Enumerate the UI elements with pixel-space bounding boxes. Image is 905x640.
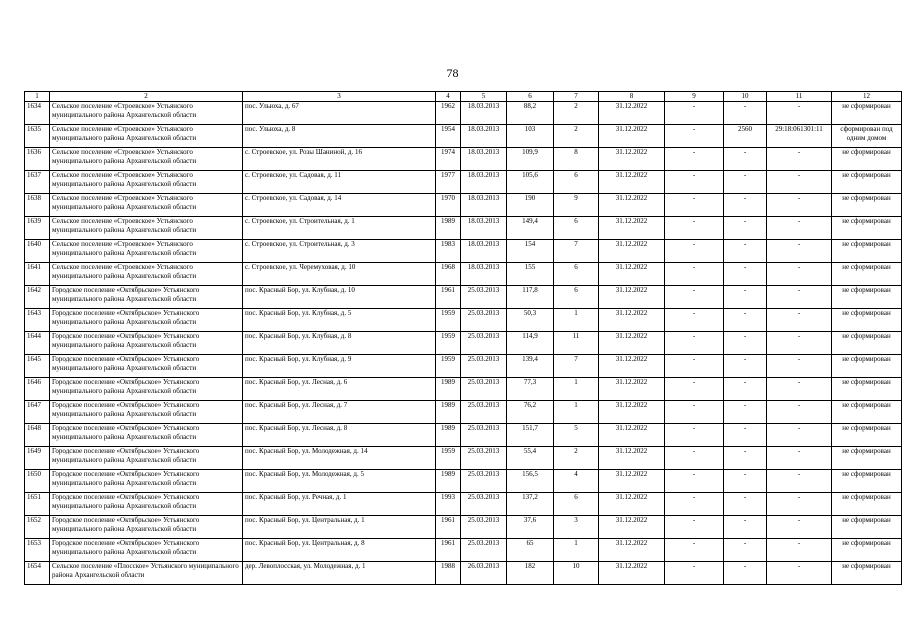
land-plot-status-cell: не сформирован: [832, 424, 902, 447]
column-number: 11: [767, 92, 832, 102]
row-number: 1651: [25, 493, 50, 516]
resettlement-deadline-cell: 31.12.2022: [599, 286, 665, 309]
address-cell: пос. Ульюха, д. 67: [243, 102, 436, 125]
table-row: [25, 562, 902, 585]
residents-cell: 1: [554, 309, 599, 332]
column-9-cell: -: [665, 378, 724, 401]
table-row: [25, 493, 902, 516]
recognition-date-cell: 25.03.2013: [461, 516, 507, 539]
municipality-cell: Сельское поселение «Строевское» Устьянского муниципального района Архангельской области: [50, 171, 243, 194]
column-10-cell: -: [724, 470, 767, 493]
municipality-cell: Сельское поселение «Строевское» Устьянского муниципального района Архангельской области: [50, 217, 243, 240]
address-cell: пос. Красный Бор, ул. Молодежная, д. 5: [243, 470, 436, 493]
resettlement-deadline-cell: 31.12.2022: [599, 194, 665, 217]
residents-cell: 3: [554, 516, 599, 539]
address-cell: пос. Красный Бор, ул. Клубная, д. 9: [243, 355, 436, 378]
row-number: 1648: [25, 424, 50, 447]
resettlement-deadline-cell: 31.12.2022: [599, 539, 665, 562]
resettlement-deadline-cell: 31.12.2022: [599, 401, 665, 424]
area-cell: 139,4: [507, 355, 554, 378]
residents-cell: 6: [554, 493, 599, 516]
resettlement-deadline-cell: 31.12.2022: [599, 562, 665, 585]
municipality-cell: Городское поселение «Октябрьское» Устьянского муниципального района Архангельской области: [50, 539, 243, 562]
municipality-cell: Сельское поселение «Строевское» Устьянского муниципального района Архангельской области: [50, 240, 243, 263]
column-9-cell: -: [665, 194, 724, 217]
recognition-date-cell: 25.03.2013: [461, 378, 507, 401]
land-plot-status-cell: не сформирован: [832, 171, 902, 194]
resettlement-deadline-cell: 31.12.2022: [599, 470, 665, 493]
column-11-cell: -: [767, 493, 832, 516]
residents-cell: 2: [554, 447, 599, 470]
column-11-cell: 29:18:061301:11: [767, 125, 832, 148]
column-10-cell: 2560: [724, 125, 767, 148]
address-cell: с. Строевское, ул. Черемуховая, д. 10: [243, 263, 436, 286]
row-number: 1640: [25, 240, 50, 263]
column-10-cell: -: [724, 217, 767, 240]
municipality-cell: Сельское поселение «Строевское» Устьянского муниципального района Архангельской области: [50, 194, 243, 217]
land-plot-status-cell: не сформирован: [832, 401, 902, 424]
column-11-cell: -: [767, 194, 832, 217]
column-11-cell: -: [767, 447, 832, 470]
column-number: 3: [243, 92, 436, 102]
column-10-cell: -: [724, 401, 767, 424]
table-row: [25, 355, 902, 378]
column-10-cell: -: [724, 309, 767, 332]
table-row: [25, 240, 902, 263]
land-plot-status-cell: не сформирован: [832, 240, 902, 263]
area-cell: 77,3: [507, 378, 554, 401]
area-cell: 190: [507, 194, 554, 217]
residents-cell: 2: [554, 125, 599, 148]
land-plot-status-cell: не сформирован: [832, 263, 902, 286]
column-number: 7: [554, 92, 599, 102]
recognition-date-cell: 18.03.2013: [461, 263, 507, 286]
column-10-cell: -: [724, 263, 767, 286]
recognition-date-cell: 18.03.2013: [461, 148, 507, 171]
year-built-cell: 1977: [436, 171, 461, 194]
recognition-date-cell: 18.03.2013: [461, 217, 507, 240]
resettlement-deadline-cell: 31.12.2022: [599, 240, 665, 263]
row-number: 1649: [25, 447, 50, 470]
address-cell: с. Строевское, ул. Садовая, д. 14: [243, 194, 436, 217]
year-built-cell: 1962: [436, 102, 461, 125]
row-number: 1634: [25, 102, 50, 125]
land-plot-status-cell: не сформирован: [832, 539, 902, 562]
column-10-cell: -: [724, 493, 767, 516]
column-10-cell: -: [724, 240, 767, 263]
column-10-cell: -: [724, 286, 767, 309]
municipality-cell: Сельское поселение «Строевское» Устьянского муниципального района Архангельской области: [50, 148, 243, 171]
table-row: [25, 286, 902, 309]
resettlement-deadline-cell: 31.12.2022: [599, 516, 665, 539]
area-cell: 137,2: [507, 493, 554, 516]
column-11-cell: -: [767, 148, 832, 171]
residents-cell: 5: [554, 424, 599, 447]
address-cell: пос. Красный Бор, ул. Речная, д. 1: [243, 493, 436, 516]
municipality-cell: Городское поселение «Октябрьское» Устьянского муниципального района Архангельской области: [50, 355, 243, 378]
area-cell: 50,3: [507, 309, 554, 332]
land-plot-status-cell: сформирован под одним домом: [832, 125, 902, 148]
address-cell: пос. Красный Бор, ул. Центральная, д. 1: [243, 516, 436, 539]
address-cell: дер. Левоплосская, ул. Молодежная, д. 1: [243, 562, 436, 585]
land-plot-status-cell: не сформирован: [832, 470, 902, 493]
address-cell: пос. Красный Бор, ул. Клубная, д. 5: [243, 309, 436, 332]
column-10-cell: -: [724, 562, 767, 585]
residents-cell: 2: [554, 102, 599, 125]
column-number-row: [25, 92, 902, 102]
table-row: [25, 378, 902, 401]
resettlement-deadline-cell: 31.12.2022: [599, 424, 665, 447]
municipality-cell: Городское поселение «Октябрьское» Устьянского муниципального района Архангельской области: [50, 447, 243, 470]
recognition-date-cell: 25.03.2013: [461, 470, 507, 493]
residents-cell: 4: [554, 470, 599, 493]
table-row: [25, 447, 902, 470]
address-cell: пос. Красный Бор, ул. Молодежная, д. 14: [243, 447, 436, 470]
column-9-cell: -: [665, 493, 724, 516]
table-row: [25, 125, 902, 148]
residents-cell: 10: [554, 562, 599, 585]
resettlement-deadline-cell: 31.12.2022: [599, 332, 665, 355]
area-cell: 37,6: [507, 516, 554, 539]
municipality-cell: Городское поселение «Октябрьское» Устьянского муниципального района Архангельской области: [50, 401, 243, 424]
year-built-cell: 1961: [436, 516, 461, 539]
residents-cell: 8: [554, 148, 599, 171]
residents-cell: 6: [554, 263, 599, 286]
row-number: 1644: [25, 332, 50, 355]
column-9-cell: -: [665, 355, 724, 378]
residents-cell: 1: [554, 539, 599, 562]
address-cell: пос. Красный Бор, ул. Лесная, д. 8: [243, 424, 436, 447]
housing-register-table: [24, 91, 902, 585]
column-number: 12: [832, 92, 902, 102]
table-row: [25, 424, 902, 447]
residents-cell: 6: [554, 217, 599, 240]
row-number: 1637: [25, 171, 50, 194]
table-row: [25, 539, 902, 562]
area-cell: 156,5: [507, 470, 554, 493]
residents-cell: 11: [554, 332, 599, 355]
year-built-cell: 1961: [436, 539, 461, 562]
year-built-cell: 1954: [436, 125, 461, 148]
column-number: 8: [599, 92, 665, 102]
municipality-cell: Городское поселение «Октябрьское» Устьянского муниципального района Архангельской области: [50, 470, 243, 493]
column-11-cell: -: [767, 217, 832, 240]
year-built-cell: 1988: [436, 562, 461, 585]
recognition-date-cell: 18.03.2013: [461, 171, 507, 194]
area-cell: 155: [507, 263, 554, 286]
column-9-cell: -: [665, 125, 724, 148]
land-plot-status-cell: не сформирован: [832, 194, 902, 217]
column-10-cell: -: [724, 424, 767, 447]
row-number: 1635: [25, 125, 50, 148]
municipality-cell: Городское поселение «Октябрьское» Устьянского муниципального района Архангельской области: [50, 309, 243, 332]
column-number: 6: [507, 92, 554, 102]
land-plot-status-cell: не сформирован: [832, 332, 902, 355]
resettlement-deadline-cell: 31.12.2022: [599, 309, 665, 332]
column-11-cell: -: [767, 378, 832, 401]
column-11-cell: -: [767, 102, 832, 125]
residents-cell: 1: [554, 401, 599, 424]
recognition-date-cell: 26.03.2013: [461, 562, 507, 585]
column-11-cell: -: [767, 424, 832, 447]
column-9-cell: -: [665, 148, 724, 171]
area-cell: 151,7: [507, 424, 554, 447]
table-row: [25, 263, 902, 286]
area-cell: 149,4: [507, 217, 554, 240]
column-9-cell: -: [665, 240, 724, 263]
column-number: 4: [436, 92, 461, 102]
municipality-cell: Сельское поселение «Строевское» Устьянского муниципального района Архангельской области: [50, 102, 243, 125]
year-built-cell: 1959: [436, 332, 461, 355]
column-10-cell: -: [724, 102, 767, 125]
address-cell: пос. Красный Бор, ул. Клубная, д. 8: [243, 332, 436, 355]
column-11-cell: -: [767, 516, 832, 539]
column-10-cell: -: [724, 355, 767, 378]
year-built-cell: 1959: [436, 309, 461, 332]
year-built-cell: 1989: [436, 401, 461, 424]
column-9-cell: -: [665, 562, 724, 585]
residents-cell: 9: [554, 194, 599, 217]
column-9-cell: -: [665, 470, 724, 493]
area-cell: 182: [507, 562, 554, 585]
column-11-cell: -: [767, 470, 832, 493]
table-row: [25, 332, 902, 355]
column-9-cell: -: [665, 424, 724, 447]
column-11-cell: -: [767, 171, 832, 194]
land-plot-status-cell: не сформирован: [832, 309, 902, 332]
year-built-cell: 1968: [436, 263, 461, 286]
year-built-cell: 1961: [436, 286, 461, 309]
table-body: [25, 92, 902, 585]
row-number: 1639: [25, 217, 50, 240]
table-row: [25, 309, 902, 332]
municipality-cell: Городское поселение «Октябрьское» Устьянского муниципального района Архангельской области: [50, 286, 243, 309]
residents-cell: 1: [554, 378, 599, 401]
column-10-cell: -: [724, 171, 767, 194]
municipality-cell: Сельское поселение «Плосское» Устьянского муниципального района Архангельской области: [50, 562, 243, 585]
recognition-date-cell: 25.03.2013: [461, 401, 507, 424]
address-cell: пос. Красный Бор, ул. Клубная, д. 10: [243, 286, 436, 309]
area-cell: 65: [507, 539, 554, 562]
land-plot-status-cell: не сформирован: [832, 148, 902, 171]
row-number: 1653: [25, 539, 50, 562]
column-9-cell: -: [665, 263, 724, 286]
column-number: 9: [665, 92, 724, 102]
column-9-cell: -: [665, 516, 724, 539]
recognition-date-cell: 25.03.2013: [461, 309, 507, 332]
year-built-cell: 1974: [436, 148, 461, 171]
address-cell: пос. Красный Бор, ул. Центральная, д. 8: [243, 539, 436, 562]
recognition-date-cell: 18.03.2013: [461, 194, 507, 217]
land-plot-status-cell: не сформирован: [832, 355, 902, 378]
column-10-cell: -: [724, 148, 767, 171]
column-11-cell: -: [767, 263, 832, 286]
column-9-cell: -: [665, 447, 724, 470]
recognition-date-cell: 25.03.2013: [461, 332, 507, 355]
column-9-cell: -: [665, 309, 724, 332]
column-10-cell: -: [724, 378, 767, 401]
land-plot-status-cell: не сформирован: [832, 286, 902, 309]
row-number: 1645: [25, 355, 50, 378]
land-plot-status-cell: не сформирован: [832, 378, 902, 401]
recognition-date-cell: 18.03.2013: [461, 102, 507, 125]
area-cell: 103: [507, 125, 554, 148]
column-10-cell: -: [724, 332, 767, 355]
municipality-cell: Городское поселение «Октябрьское» Устьянского муниципального района Архангельской области: [50, 378, 243, 401]
table-row: [25, 516, 902, 539]
area-cell: 114,9: [507, 332, 554, 355]
year-built-cell: 1959: [436, 447, 461, 470]
column-number: 1: [25, 92, 50, 102]
row-number: 1642: [25, 286, 50, 309]
year-built-cell: 1993: [436, 493, 461, 516]
row-number: 1643: [25, 309, 50, 332]
resettlement-deadline-cell: 31.12.2022: [599, 263, 665, 286]
residents-cell: 7: [554, 355, 599, 378]
land-plot-status-cell: не сформирован: [832, 516, 902, 539]
recognition-date-cell: 25.03.2013: [461, 539, 507, 562]
land-plot-status-cell: не сформирован: [832, 447, 902, 470]
column-10-cell: -: [724, 539, 767, 562]
row-number: 1654: [25, 562, 50, 585]
recognition-date-cell: 25.03.2013: [461, 424, 507, 447]
year-built-cell: 1989: [436, 424, 461, 447]
table-row: [25, 401, 902, 424]
row-number: 1638: [25, 194, 50, 217]
recognition-date-cell: 18.03.2013: [461, 125, 507, 148]
land-plot-status-cell: не сформирован: [832, 102, 902, 125]
recognition-date-cell: 25.03.2013: [461, 355, 507, 378]
table-row: [25, 217, 902, 240]
address-cell: с. Строевское, ул. Строительная, д. 1: [243, 217, 436, 240]
column-10-cell: -: [724, 516, 767, 539]
column-11-cell: -: [767, 401, 832, 424]
column-11-cell: -: [767, 309, 832, 332]
column-9-cell: -: [665, 332, 724, 355]
resettlement-deadline-cell: 31.12.2022: [599, 447, 665, 470]
column-9-cell: -: [665, 217, 724, 240]
resettlement-deadline-cell: 31.12.2022: [599, 493, 665, 516]
resettlement-deadline-cell: 31.12.2022: [599, 378, 665, 401]
row-number: 1636: [25, 148, 50, 171]
recognition-date-cell: 25.03.2013: [461, 286, 507, 309]
resettlement-deadline-cell: 31.12.2022: [599, 125, 665, 148]
area-cell: 109,9: [507, 148, 554, 171]
column-10-cell: -: [724, 194, 767, 217]
column-number: 5: [461, 92, 507, 102]
resettlement-deadline-cell: 31.12.2022: [599, 355, 665, 378]
municipality-cell: Городское поселение «Октябрьское» Устьянского муниципального района Архангельской области: [50, 493, 243, 516]
row-number: 1652: [25, 516, 50, 539]
row-number: 1641: [25, 263, 50, 286]
row-number: 1650: [25, 470, 50, 493]
year-built-cell: 1983: [436, 240, 461, 263]
address-cell: с. Строевское, ул. Розы Шаниной, д. 16: [243, 148, 436, 171]
column-11-cell: -: [767, 240, 832, 263]
year-built-cell: 1989: [436, 378, 461, 401]
land-plot-status-cell: не сформирован: [832, 217, 902, 240]
municipality-cell: Городское поселение «Октябрьское» Устьянского муниципального района Архангельской области: [50, 516, 243, 539]
resettlement-deadline-cell: 31.12.2022: [599, 217, 665, 240]
area-cell: 88,2: [507, 102, 554, 125]
year-built-cell: 1959: [436, 355, 461, 378]
column-9-cell: -: [665, 102, 724, 125]
recognition-date-cell: 25.03.2013: [461, 447, 507, 470]
recognition-date-cell: 25.03.2013: [461, 493, 507, 516]
land-plot-status-cell: не сформирован: [832, 493, 902, 516]
municipality-cell: Городское поселение «Октябрьское» Устьянского муниципального района Архангельской области: [50, 424, 243, 447]
column-9-cell: -: [665, 539, 724, 562]
page-number: 78: [446, 66, 459, 80]
land-plot-status-cell: не сформирован: [832, 562, 902, 585]
column-11-cell: -: [767, 332, 832, 355]
address-cell: с. Строевское, ул. Садовая, д. 11: [243, 171, 436, 194]
resettlement-deadline-cell: 31.12.2022: [599, 148, 665, 171]
municipality-cell: Городское поселение «Октябрьское» Устьянского муниципального района Архангельской области: [50, 332, 243, 355]
column-9-cell: -: [665, 171, 724, 194]
residents-cell: 7: [554, 240, 599, 263]
table-row: [25, 171, 902, 194]
area-cell: 76,2: [507, 401, 554, 424]
table-row: [25, 148, 902, 171]
recognition-date-cell: 18.03.2013: [461, 240, 507, 263]
residents-cell: 6: [554, 286, 599, 309]
residents-cell: 6: [554, 171, 599, 194]
column-9-cell: -: [665, 286, 724, 309]
row-number: 1646: [25, 378, 50, 401]
column-number: 2: [50, 92, 243, 102]
address-cell: пос. Ульюха, д. 8: [243, 125, 436, 148]
table-row: [25, 102, 902, 125]
column-11-cell: -: [767, 355, 832, 378]
table-row: [25, 194, 902, 217]
row-number: 1647: [25, 401, 50, 424]
resettlement-deadline-cell: 31.12.2022: [599, 171, 665, 194]
address-cell: пос. Красный Бор, ул. Лесная, д. 6: [243, 378, 436, 401]
address-cell: пос. Красный Бор, ул. Лесная, д. 7: [243, 401, 436, 424]
municipality-cell: Сельское поселение «Строевское» Устьянского муниципального района Архангельской области: [50, 125, 243, 148]
municipality-cell: Сельское поселение «Строевское» Устьянского муниципального района Архангельской области: [50, 263, 243, 286]
year-built-cell: 1989: [436, 217, 461, 240]
resettlement-deadline-cell: 31.12.2022: [599, 102, 665, 125]
area-cell: 154: [507, 240, 554, 263]
year-built-cell: 1989: [436, 470, 461, 493]
table-row: [25, 470, 902, 493]
column-11-cell: -: [767, 286, 832, 309]
column-10-cell: -: [724, 447, 767, 470]
column-number: 10: [724, 92, 767, 102]
area-cell: 55,4: [507, 447, 554, 470]
year-built-cell: 1970: [436, 194, 461, 217]
area-cell: 117,8: [507, 286, 554, 309]
column-11-cell: -: [767, 539, 832, 562]
column-11-cell: -: [767, 562, 832, 585]
address-cell: с. Строевское, ул. Строительная, д. 3: [243, 240, 436, 263]
column-9-cell: -: [665, 401, 724, 424]
area-cell: 105,6: [507, 171, 554, 194]
